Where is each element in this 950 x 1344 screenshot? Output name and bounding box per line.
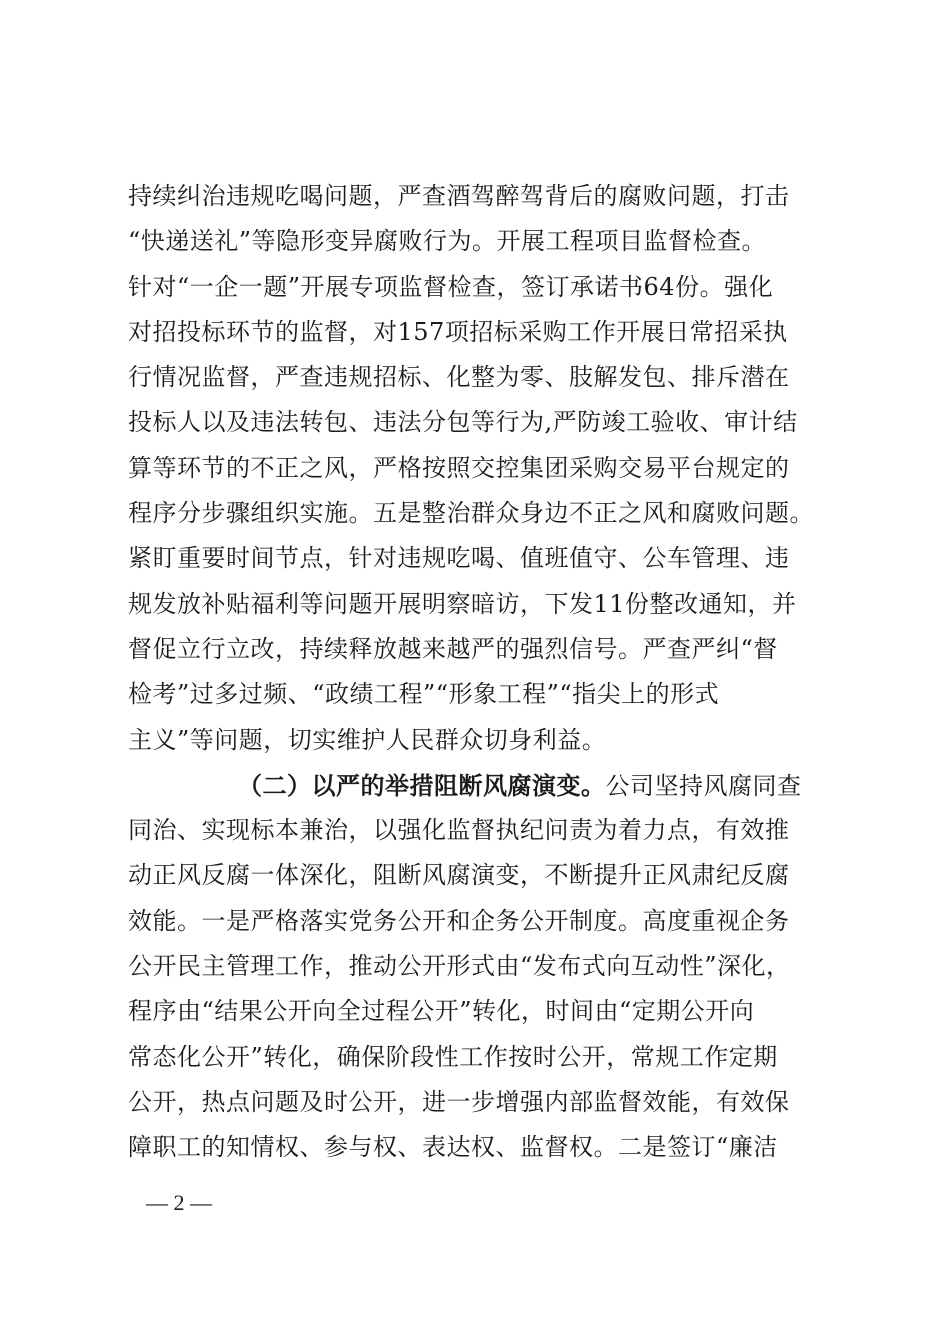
text-line: 公开民主管理工作，推动公开形式由“发布式向互动性”深化， [128, 952, 791, 981]
text-line: 针对“一企一题”开展专项监督检查，签订承诺书64份。强化 [128, 272, 774, 301]
text-line: 同治、实现标本兼治，以强化监督执纪问责为着力点，有效推 [128, 816, 790, 845]
section-first-line-rest: 公司坚持风腐同查 [605, 771, 802, 800]
text-line: 效能。一是严格落实党务公开和企务公开制度。高度重视企务 [128, 906, 790, 935]
text-line: 规发放补贴福利等问题开展明察暗访，下发11份整改通知，并 [128, 589, 797, 618]
text-line: 动正风反腐一体深化，阻断风腐演变，不断提升正风肃纪反腐 [128, 861, 790, 890]
text-line: 障职工的知情权、参与权、表达权、监督权。二是签订“廉洁 [128, 1133, 778, 1162]
text-line: 常态化公开”转化，确保阶段性工作按时公开，常规工作定期 [128, 1042, 778, 1071]
section-first-line [128, 763, 828, 808]
text-line: 检考”过多过频、“政绩工程”“形象工程”“指尖上的形式 [128, 680, 720, 709]
text-line: 对招投标环节的监督，对157项招标采购工作开展日常招采执 [128, 317, 788, 346]
text-line: 主义”等问题，切实维护人民群众切身利益。 [128, 725, 607, 754]
text-line: 督促立行立改，持续释放越来越严的强烈信号。严查严纠“督 [128, 634, 778, 663]
text-line: 程序由“结果公开向全过程公开”转化，时间由“定期公开向 [128, 997, 755, 1026]
text-line: 行情况监督，严查违规招标、化整为零、肢解发包、排斥潜在 [128, 363, 790, 392]
text-line: 持续纠治违规吃喝问题，严查酒驾醉驾背后的腐败问题，打击 [128, 182, 790, 210]
text-line: “快递送礼”等隐形变异腐败行为。开展工程项目监督检查。 [128, 227, 767, 256]
text-line: 投标人以及违法转包、违法分包等行为,严防竣工验收、审计结 [128, 408, 798, 437]
text-line: 公开，热点问题及时公开，进一步增强内部监督效能，有效保 [128, 1087, 790, 1116]
text-line: 算等环节的不正之风，严格按照交控集团采购交易平台规定的 [128, 453, 790, 482]
text-line: 程序分步骤组织实施。五是整治群众身边不正之风和腐败问题。 [128, 499, 814, 528]
text-line: 紧盯重要时间节点，针对违规吃喝、值班值守、公车管理、违 [128, 544, 790, 573]
page-number: — 2 — [146, 1190, 212, 1215]
body-text [128, 174, 828, 1171]
section-heading: （二）以严的举措阻断风腐演变。 [238, 770, 606, 800]
